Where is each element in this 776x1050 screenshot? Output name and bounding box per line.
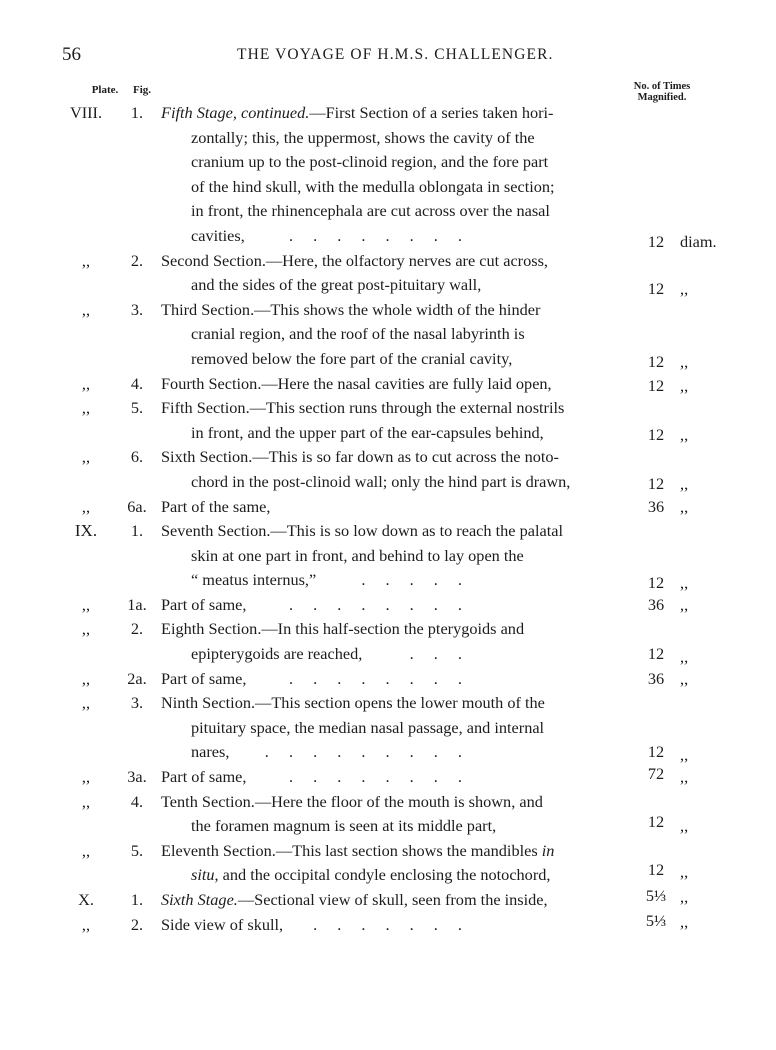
figure-number: 5. bbox=[130, 398, 144, 418]
italic-term: situ bbox=[191, 865, 215, 885]
column-header-magnified bbox=[624, 81, 700, 103]
magnification-unit: ,, bbox=[680, 351, 689, 371]
plate-number: X. bbox=[78, 890, 94, 909]
column-header-magnified-line2: Magnified. bbox=[637, 92, 687, 103]
description-line bbox=[161, 101, 553, 126]
magnification-unit: ,, bbox=[680, 745, 689, 765]
list-item bbox=[0, 691, 776, 765]
description-line: in front, and the upper part of the ear-capsules behind, bbox=[191, 422, 544, 442]
leader-dots bbox=[602, 888, 620, 913]
plate-number: ,, bbox=[81, 496, 91, 516]
list-item bbox=[0, 839, 776, 888]
figure-number: 3. bbox=[130, 299, 144, 319]
description-line: Part of same, bbox=[161, 668, 247, 688]
list-item bbox=[0, 593, 776, 618]
list-item bbox=[0, 617, 776, 666]
page-number: 56 bbox=[62, 44, 81, 65]
magnification-unit: ,, bbox=[680, 573, 689, 593]
figure-number: 4. bbox=[130, 791, 144, 811]
magnification-unit: ,, bbox=[680, 594, 689, 614]
leader-dots bbox=[560, 347, 620, 372]
magnification-value: 72 bbox=[647, 764, 665, 784]
magnification-value: 5⅓ bbox=[645, 886, 667, 905]
description-line: of the hind skull, with the medulla oblongata in section; bbox=[191, 176, 555, 196]
description-line: Part of the same, bbox=[161, 496, 271, 516]
running-title: THE VOYAGE OF H.M.S. CHALLENGER. bbox=[237, 46, 554, 63]
description-line: Sixth Section.—This is so far down as to cut across the noto- bbox=[161, 447, 559, 467]
plate-number: ,, bbox=[81, 791, 91, 811]
stage-title: Sixth Stage. bbox=[161, 890, 238, 909]
list-item bbox=[0, 790, 776, 839]
leader-dots bbox=[590, 421, 620, 446]
description-text: , and the occipital condyle enclosing the notochord, bbox=[214, 865, 551, 885]
magnification-value: 12 bbox=[647, 644, 665, 664]
leader-dots bbox=[270, 224, 620, 249]
magnification-value: 12 bbox=[647, 351, 665, 371]
plate-number: ,, bbox=[81, 914, 91, 934]
description-line: nares, bbox=[191, 742, 230, 762]
description-line bbox=[161, 839, 554, 864]
list-item bbox=[0, 249, 776, 298]
description-line: cavities, bbox=[191, 225, 245, 245]
magnification-value: 36 bbox=[647, 594, 665, 614]
description-line: “ meatus internus,” bbox=[191, 570, 317, 590]
plate-number: ,, bbox=[81, 250, 91, 270]
figure-number: 5. bbox=[130, 840, 144, 860]
magnification-value: 5⅓ bbox=[645, 910, 667, 930]
magnification-value: 12 bbox=[647, 424, 665, 444]
figure-number: 1. bbox=[130, 103, 144, 122]
list-item bbox=[0, 396, 776, 445]
plate-number: VIII. bbox=[69, 103, 103, 122]
plate-number: ,, bbox=[81, 668, 91, 688]
figure-number: 2. bbox=[130, 250, 144, 270]
figure-number: 1a. bbox=[127, 594, 147, 614]
list-item bbox=[0, 495, 776, 520]
plate-number: ,, bbox=[81, 373, 91, 393]
description-line: in front, the rhinencephala are cut across over the nasal bbox=[191, 201, 550, 221]
leader-dots bbox=[602, 863, 620, 888]
italic-term: in bbox=[541, 840, 555, 860]
plate-number: IX. bbox=[74, 521, 98, 541]
description-line: Part of same, bbox=[161, 767, 247, 787]
magnification-value: 12 bbox=[647, 742, 665, 762]
leader-dots bbox=[590, 372, 620, 397]
figure-number: 6a. bbox=[127, 496, 147, 516]
column-header-fig: Fig. bbox=[132, 84, 152, 96]
magnification-unit: ,, bbox=[680, 816, 689, 836]
leader-dots bbox=[530, 273, 620, 298]
description-line: Second Section.—Here, the olfactory nerves are cut across, bbox=[161, 250, 548, 270]
magnification-unit: ,, bbox=[680, 647, 689, 667]
magnification-unit: ,, bbox=[680, 279, 689, 299]
description-line: zontally; this, the uppermost, shows the cavity of the bbox=[191, 127, 535, 147]
description-text: —First Section of a series taken hori- bbox=[309, 103, 554, 122]
figure-number: 3a. bbox=[127, 767, 147, 787]
figure-number: 6. bbox=[130, 447, 144, 467]
description-line: Eighth Section.—In this half-section the pterygoids and bbox=[161, 619, 525, 639]
leader-dots bbox=[355, 568, 620, 593]
description-line: Fourth Section.—Here the nasal cavities are fully laid open, bbox=[161, 373, 552, 393]
figure-number: 2. bbox=[130, 914, 144, 934]
magnification-value: 12 bbox=[647, 573, 665, 593]
list-item bbox=[0, 445, 776, 494]
description-line: Ninth Section.—This section opens the lower mouth of the bbox=[161, 693, 545, 713]
description-line: skin at one part in front, and behind to lay open the bbox=[191, 545, 524, 565]
magnification-unit: ,, bbox=[680, 473, 689, 493]
plate-number: ,, bbox=[81, 767, 91, 787]
description-line: removed below the fore part of the cranial cavity, bbox=[191, 348, 513, 368]
plate-number: ,, bbox=[81, 840, 91, 860]
list-item bbox=[0, 910, 776, 938]
description-text: —Sectional view of skull, seen from the inside, bbox=[237, 890, 548, 909]
description-line: and the sides of the great post-pituitary wall, bbox=[191, 275, 482, 295]
figure-number: 1. bbox=[130, 890, 144, 909]
plate-number: ,, bbox=[81, 398, 91, 418]
plate-number: ,, bbox=[81, 299, 91, 319]
leader-dots bbox=[280, 593, 620, 618]
description-line: the foramen magnum is seen at its middle part, bbox=[191, 816, 497, 836]
magnification-unit: ,, bbox=[680, 887, 689, 906]
description-line: chord in the post-clinoid wall; only the hind part is drawn, bbox=[191, 471, 571, 491]
figure-number: 3. bbox=[130, 693, 144, 713]
description-line: pituitary space, the median nasal passage, and internal bbox=[191, 717, 545, 737]
description-text: Eleventh Section.—This last section shows the mandibles bbox=[161, 840, 542, 860]
figure-number: 2a. bbox=[127, 668, 147, 688]
description-line: Seventh Section.—This is so low down as to reach the palatal bbox=[161, 521, 563, 541]
magnification-value: 36 bbox=[647, 668, 665, 688]
magnification-value: 12 bbox=[647, 473, 665, 493]
list-item bbox=[0, 298, 776, 372]
magnification-unit: ,, bbox=[680, 496, 689, 516]
magnification-unit: ,, bbox=[680, 375, 689, 395]
plate-number: ,, bbox=[81, 619, 91, 639]
column-header-magnified-line1: No. of Times bbox=[633, 81, 691, 92]
description-line: Third Section.—This shows the whole width of the hinder bbox=[161, 299, 541, 319]
magnification-unit: ,, bbox=[680, 668, 689, 688]
list-item bbox=[0, 667, 776, 692]
plate-number: ,, bbox=[81, 447, 91, 467]
leader-dots bbox=[258, 740, 620, 765]
magnification-value: 12 bbox=[647, 279, 665, 299]
leader-dots bbox=[285, 495, 291, 520]
magnification-value: 36 bbox=[647, 496, 665, 516]
magnification-value: 12 bbox=[647, 860, 665, 880]
list-item bbox=[0, 519, 776, 593]
magnification-unit: ,, bbox=[680, 911, 689, 931]
figure-number: 4. bbox=[130, 373, 144, 393]
stage-title: Fifth Stage, continued. bbox=[161, 103, 310, 122]
column-header-plate: Plate. bbox=[91, 84, 119, 96]
magnification-value: 12 bbox=[647, 812, 665, 832]
description-line: Fifth Section.—This section runs through the external nostrils bbox=[161, 398, 565, 418]
description-line: cranial region, and the roof of the nasal labyrinth is bbox=[191, 324, 525, 344]
plate-number: ,, bbox=[81, 594, 91, 614]
magnification-unit: ,, bbox=[680, 424, 689, 444]
leader-dots bbox=[280, 765, 620, 790]
magnification-value: 12 bbox=[647, 375, 665, 395]
leader-dots bbox=[310, 913, 620, 938]
description-line bbox=[191, 863, 550, 888]
magnification-unit: ,, bbox=[680, 767, 689, 787]
description-line: Side view of skull, bbox=[161, 914, 284, 934]
leader-dots bbox=[395, 642, 620, 667]
leader-dots bbox=[280, 667, 620, 692]
description-line bbox=[161, 888, 548, 913]
plate-number: ,, bbox=[81, 693, 91, 713]
leader-dots bbox=[566, 814, 620, 839]
magnification-unit: ,, bbox=[680, 862, 689, 882]
figure-number: 1. bbox=[130, 521, 144, 541]
description-line: Part of same, bbox=[161, 594, 247, 614]
magnification-unit: diam. bbox=[680, 231, 717, 251]
list-item bbox=[0, 372, 776, 397]
figure-number: 2. bbox=[130, 619, 144, 639]
list-item bbox=[0, 101, 776, 249]
plate-figure-list bbox=[0, 101, 776, 937]
description-line: epipterygoids are reached, bbox=[191, 644, 363, 664]
description-line: cranium up to the post-clinoid region, and the fore part bbox=[191, 152, 549, 172]
description-line: Tenth Section.—Here the floor of the mouth is shown, and bbox=[161, 791, 543, 811]
list-item bbox=[0, 765, 776, 790]
magnification-value: 12 bbox=[647, 231, 665, 251]
